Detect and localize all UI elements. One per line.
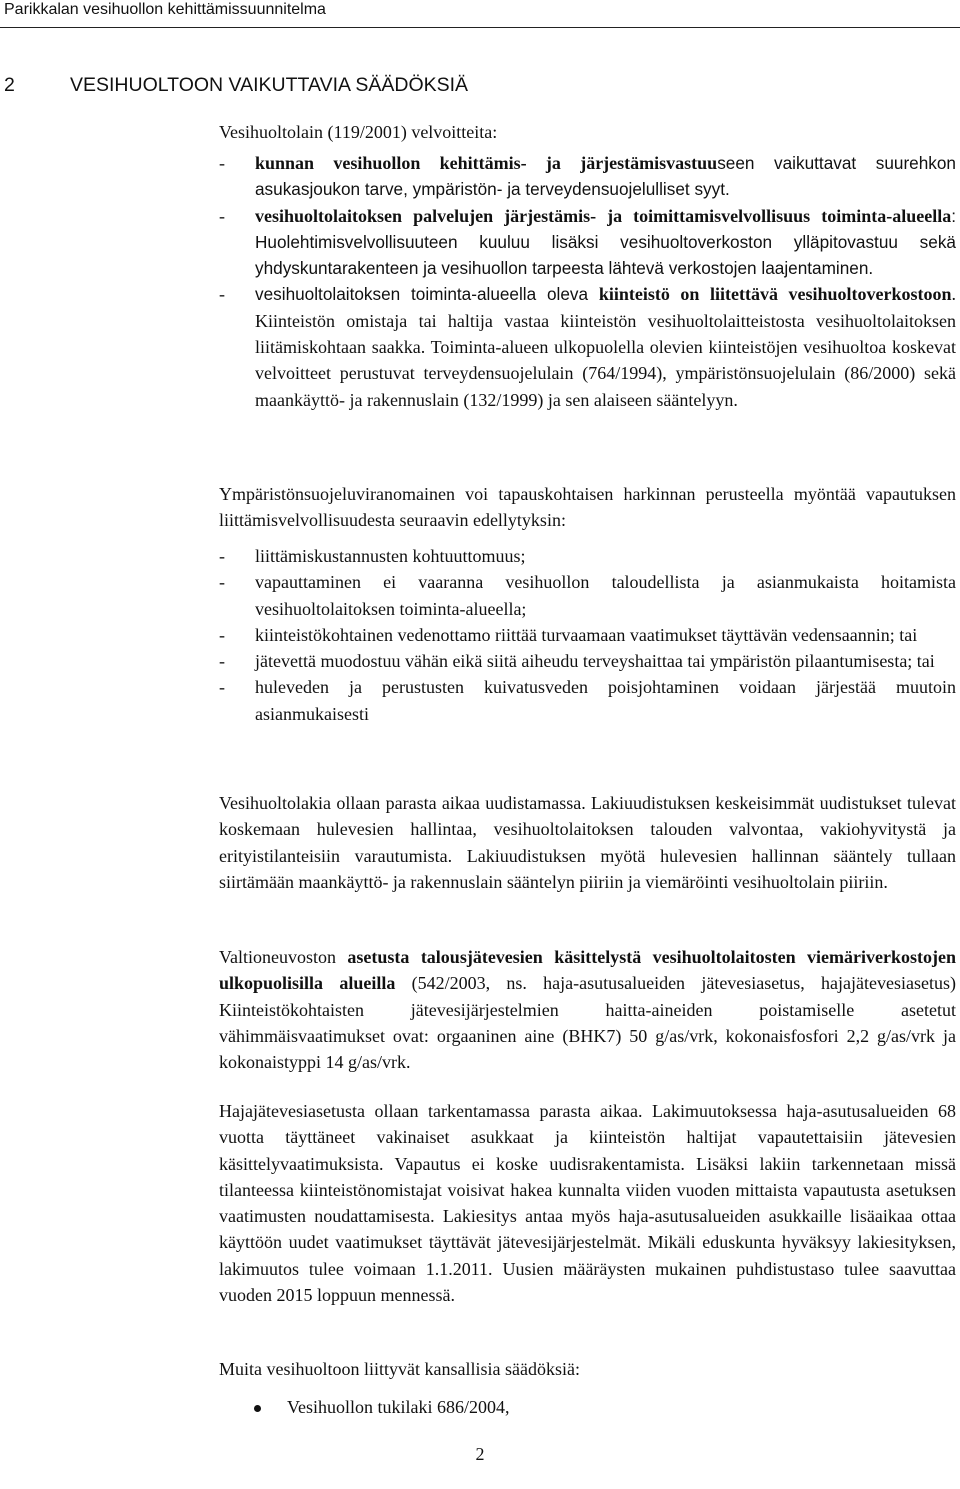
other-laws-list	[219, 1394, 956, 1420]
obligation-bold: kiinteistö on liitettävä vesihuoltoverkostoon	[598, 284, 952, 305]
chapter-title: VESIHUOLTOON VAIKUTTAVIA SÄÄDÖKSIÄ	[70, 74, 469, 96]
bullet-icon	[254, 1405, 261, 1412]
reform-section	[219, 790, 956, 895]
obligation-bold: kunnan vesihuollon kehittämis- ja järjestämisvastuu	[255, 153, 718, 173]
document-title: Parikkalan vesihuollon kehittämissuunnitelma	[4, 1, 326, 18]
dash-marker: -	[219, 546, 225, 566]
condition-text: huleveden ja perustusten kuivatusveden poisjohtaminen voidaan järjestää muutoin asianmukaisesti	[255, 677, 956, 724]
other-laws-section	[219, 1356, 956, 1382]
obligation-text: seen vaikuttavat suurehkon asukasjoukon tarve, ympäristön- ja terveydensuojelulliset syyt.	[255, 153, 956, 200]
intro-section	[219, 119, 956, 145]
condition-text: kiinteistökohtainen vedenottamo riittää turvaamaan vaatimukset täyttävän vedensaannin; tai	[255, 624, 918, 645]
list-item	[219, 1394, 956, 1420]
dash-marker: -	[219, 677, 225, 698]
chapter-heading	[0, 70, 960, 100]
condition-item	[219, 543, 956, 569]
chapter-number: 2	[4, 74, 15, 96]
decree-text: (542/2003, ns. haja-asutusalueiden jätevesiasetus, hajajätevesiasetus) Kiinteistökohtaisten jätevesijärjestelmien haitta-aineiden poistamiselle asetetut vähimmäisvaatimukset ovat: orgaaninen aine (BHK7) 50 g/as/vrk, kokonaisfosfori 2,2 g/as/vrk ja kokonaistyppi 14 g/as/vrk.	[219, 973, 956, 1073]
condition-item	[219, 569, 956, 622]
decree-title: asetusta talousjätevesien käsittelystä vesihuoltolaitosten viemäriverkostojen ulkopuolisilla alueilla	[219, 947, 956, 994]
decree-pre: Valtioneuvoston	[219, 947, 348, 967]
intro-line: Vesihuoltolain (119/2001) velvoitteita:	[219, 122, 498, 142]
condition-item	[219, 674, 956, 727]
dash-marker: -	[219, 153, 225, 173]
dash-marker: -	[219, 651, 225, 672]
obligation-item	[219, 150, 956, 203]
other-laws-intro: Muita vesihuoltoon liittyvät kansallisia säädöksiä:	[219, 1359, 580, 1379]
obligation-item	[219, 203, 956, 282]
condition-item	[219, 648, 956, 674]
condition-text: jätevettä muodostuu vähän eikä siitä aiheudu terveyshaittaa tai ympäristön pilaantumisesta; tai	[255, 651, 935, 672]
obligations-list	[219, 150, 956, 413]
condition-text: liittämiskustannusten kohtuuttomuus;	[255, 546, 526, 566]
dash-marker: -	[219, 572, 225, 593]
dash-marker: -	[219, 205, 225, 226]
dash-marker: -	[219, 284, 225, 305]
decree-paragraph	[219, 944, 956, 1075]
page-number: 2	[475, 1444, 485, 1464]
amendment-section	[219, 1098, 956, 1308]
amendment-paragraph: Hajajätevesiasetusta ollaan tarkentamassa parasta aikaa. Lakimuutoksessa haja-asutusalueiden 68 vuotta täyttäneet vakinaiset asukkaat ja kiinteistön haltijat vapautettaisiin jätevesien käsittelyvaatimuksista. Vapautus ei koske uudisrakentamista. Lisäksi lakiin tarkennetaan missä tilanteessa kiinteistönomistajat voisivat hakea kunnalta viiden vuoden mittaista vapautusta asetuksen vaatimusten noudattamisesta. Lakiesitys antaa myös haja-asutusalueiden asukkaille lisäaikaa ottaa käyttöön uudet vaatimukset täyttävät jätevesijärjestelmät. Mikäli eduskunta hyväksyy lakiesityksen, lakimuutos tulee voimaan 1.1.2011. Uusien määräysten mukainen puhdistustaso tulee saavuttaa vuoden 2015 loppuun mennessä.	[219, 1101, 956, 1306]
obligation-pre: vesihuoltolaitoksen toiminta-alueella oleva	[255, 284, 599, 305]
condition-text: vapauttaminen ei vaaranna vesihuollon taloudellista ja asianmukaista hoitamista vesihuoltolaitoksen toiminta-alueella;	[255, 572, 956, 619]
reform-paragraph: Vesihuoltolakia ollaan parasta aikaa uudistamassa. Lakiuudistuksen keskeisimmät uudistukset tulevat koskemaan hulevesien hallintaa, vesihuoltolaitoksen talouden valvontaa, vakiohyvitystä ja erityistilanteisiin varautumista. Lakiuudistuksen myötä hulevesien hallinnan sääntely tullaan siirtämään maankäyttö- ja rakennuslain sääntelyn piiriin ja viemäröinti vesihuoltolain piiriin.	[219, 793, 956, 892]
obligation-text: . Kiinteistön omistaja tai haltija vastaa kiinteistön vesihuoltolaitteistosta vesihuoltolaitoksen liitämiskohtaan saakka. Toiminta-alueen ulkopuolella olevien kiinteistöjen vesihuoltoa koskevat velvoitteet perustuvat terveydensuojelulain (764/1994), ympäristönsuojelulain (86/2000) sekä maankäyttö- ja rakennuslain (132/1999) ja sen alaiseen sääntelyyn.	[255, 284, 956, 410]
obligation-text: : Huolehtimisvelvollisuuteen kuuluu lisäksi vesihuoltoverkoston ylläpitovastuu sekä yhdyskuntarakenteen ja vesihuollon tarpeesta lähtevä verkostojen laajentaminen.	[255, 205, 956, 279]
law-name: Vesihuollon tukilaki 686/2004,	[287, 1397, 510, 1417]
condition-item	[219, 622, 956, 648]
running-header	[0, 0, 960, 28]
exemption-intro: Ympäristönsuojeluviranomainen voi tapauskohtaisen harkinnan perusteella myöntää vapautuksen liittämisvelvollisuudesta seuraavin edellytyksin:	[219, 484, 956, 531]
obligation-bold: vesihuoltolaitoksen palvelujen järjestämis- ja toimittamisvelvollisuus toiminta-alueella	[255, 205, 952, 226]
exemption-section	[219, 481, 956, 534]
decree-section	[219, 944, 956, 1075]
dash-marker: -	[219, 624, 225, 645]
conditions-list	[219, 543, 956, 727]
obligation-item	[219, 281, 956, 412]
